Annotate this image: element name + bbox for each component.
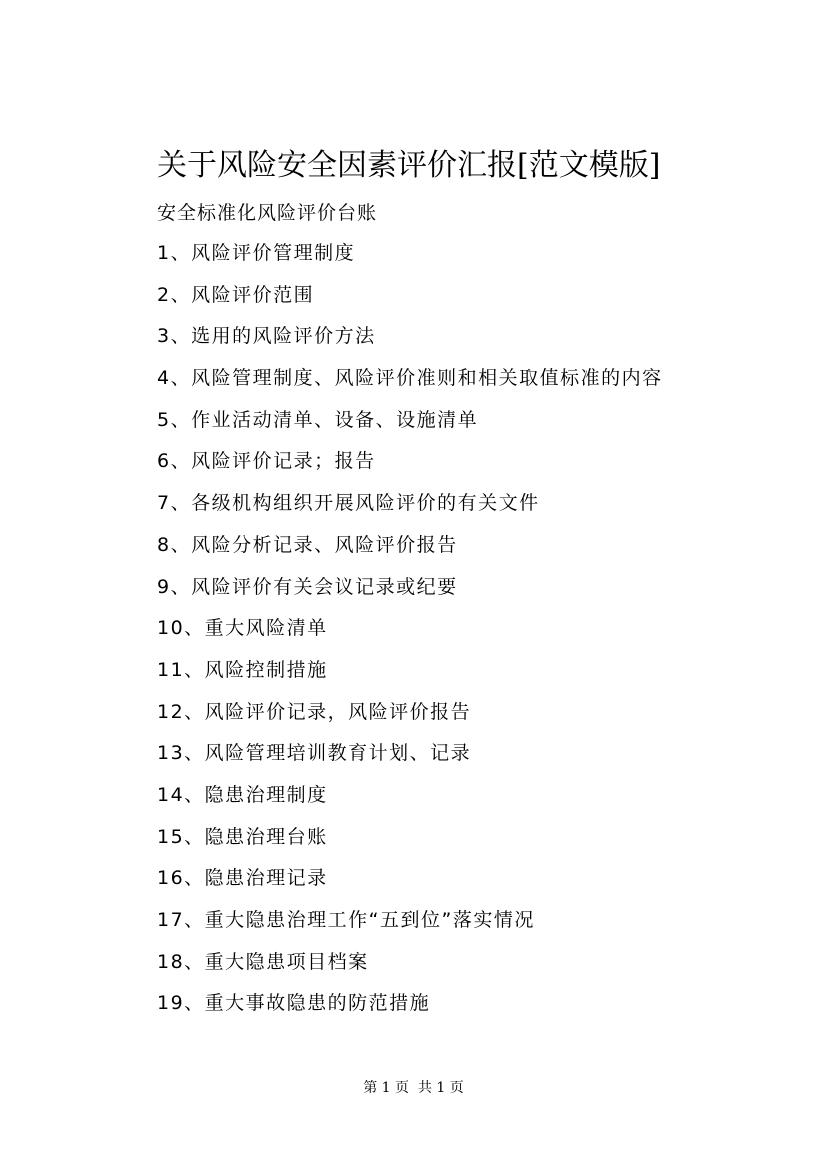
list-item: 5、作业活动清单、设备、设施清单 — [157, 408, 479, 431]
list-item: 15、隐患治理台账 — [157, 825, 328, 848]
document-title: 关于风险安全因素评价汇报[范文模版] — [157, 148, 661, 183]
list-item: 4、风险管理制度、风险评价准则和相关取值标准的内容 — [157, 367, 663, 390]
list-item: 2、风险评价范围 — [157, 283, 315, 306]
list-item: 17、重大隐患治理工作“五到位”落实情况 — [157, 909, 535, 931]
list-item: 18、重大隐患项目档案 — [157, 950, 369, 973]
list-item: 7、各级机构组织开展风险评价的有关文件 — [157, 492, 540, 515]
item-list — [157, 238, 663, 1030]
list-item: 10、重大风险清单 — [157, 617, 328, 640]
list-item: 11、风险控制措施 — [157, 658, 328, 681]
list-item: 14、隐患治理制度 — [157, 783, 328, 806]
list-item: 19、重大事故隐患的防范措施 — [157, 992, 431, 1015]
list-item: 6、风险评价记录；报告 — [157, 450, 376, 473]
list-item: 3、选用的风险评价方法 — [157, 325, 376, 348]
page-footer: 第 1 页 共 1 页 — [363, 1080, 464, 1096]
list-item: 1、风险评价管理制度 — [157, 242, 356, 264]
document-subtitle: 安全标准化风险评价台账 — [157, 202, 378, 224]
list-item: 9、风险评价有关会议记录或纪要 — [157, 575, 458, 598]
list-item: 12、风险评价记录，风险评价报告 — [157, 700, 472, 723]
list-item: 8、风险分析记录、风险评价报告 — [157, 533, 458, 556]
list-item: 16、隐患治理记录 — [157, 867, 328, 890]
list-item: 13、风险管理培训教育计划、记录 — [157, 742, 472, 765]
